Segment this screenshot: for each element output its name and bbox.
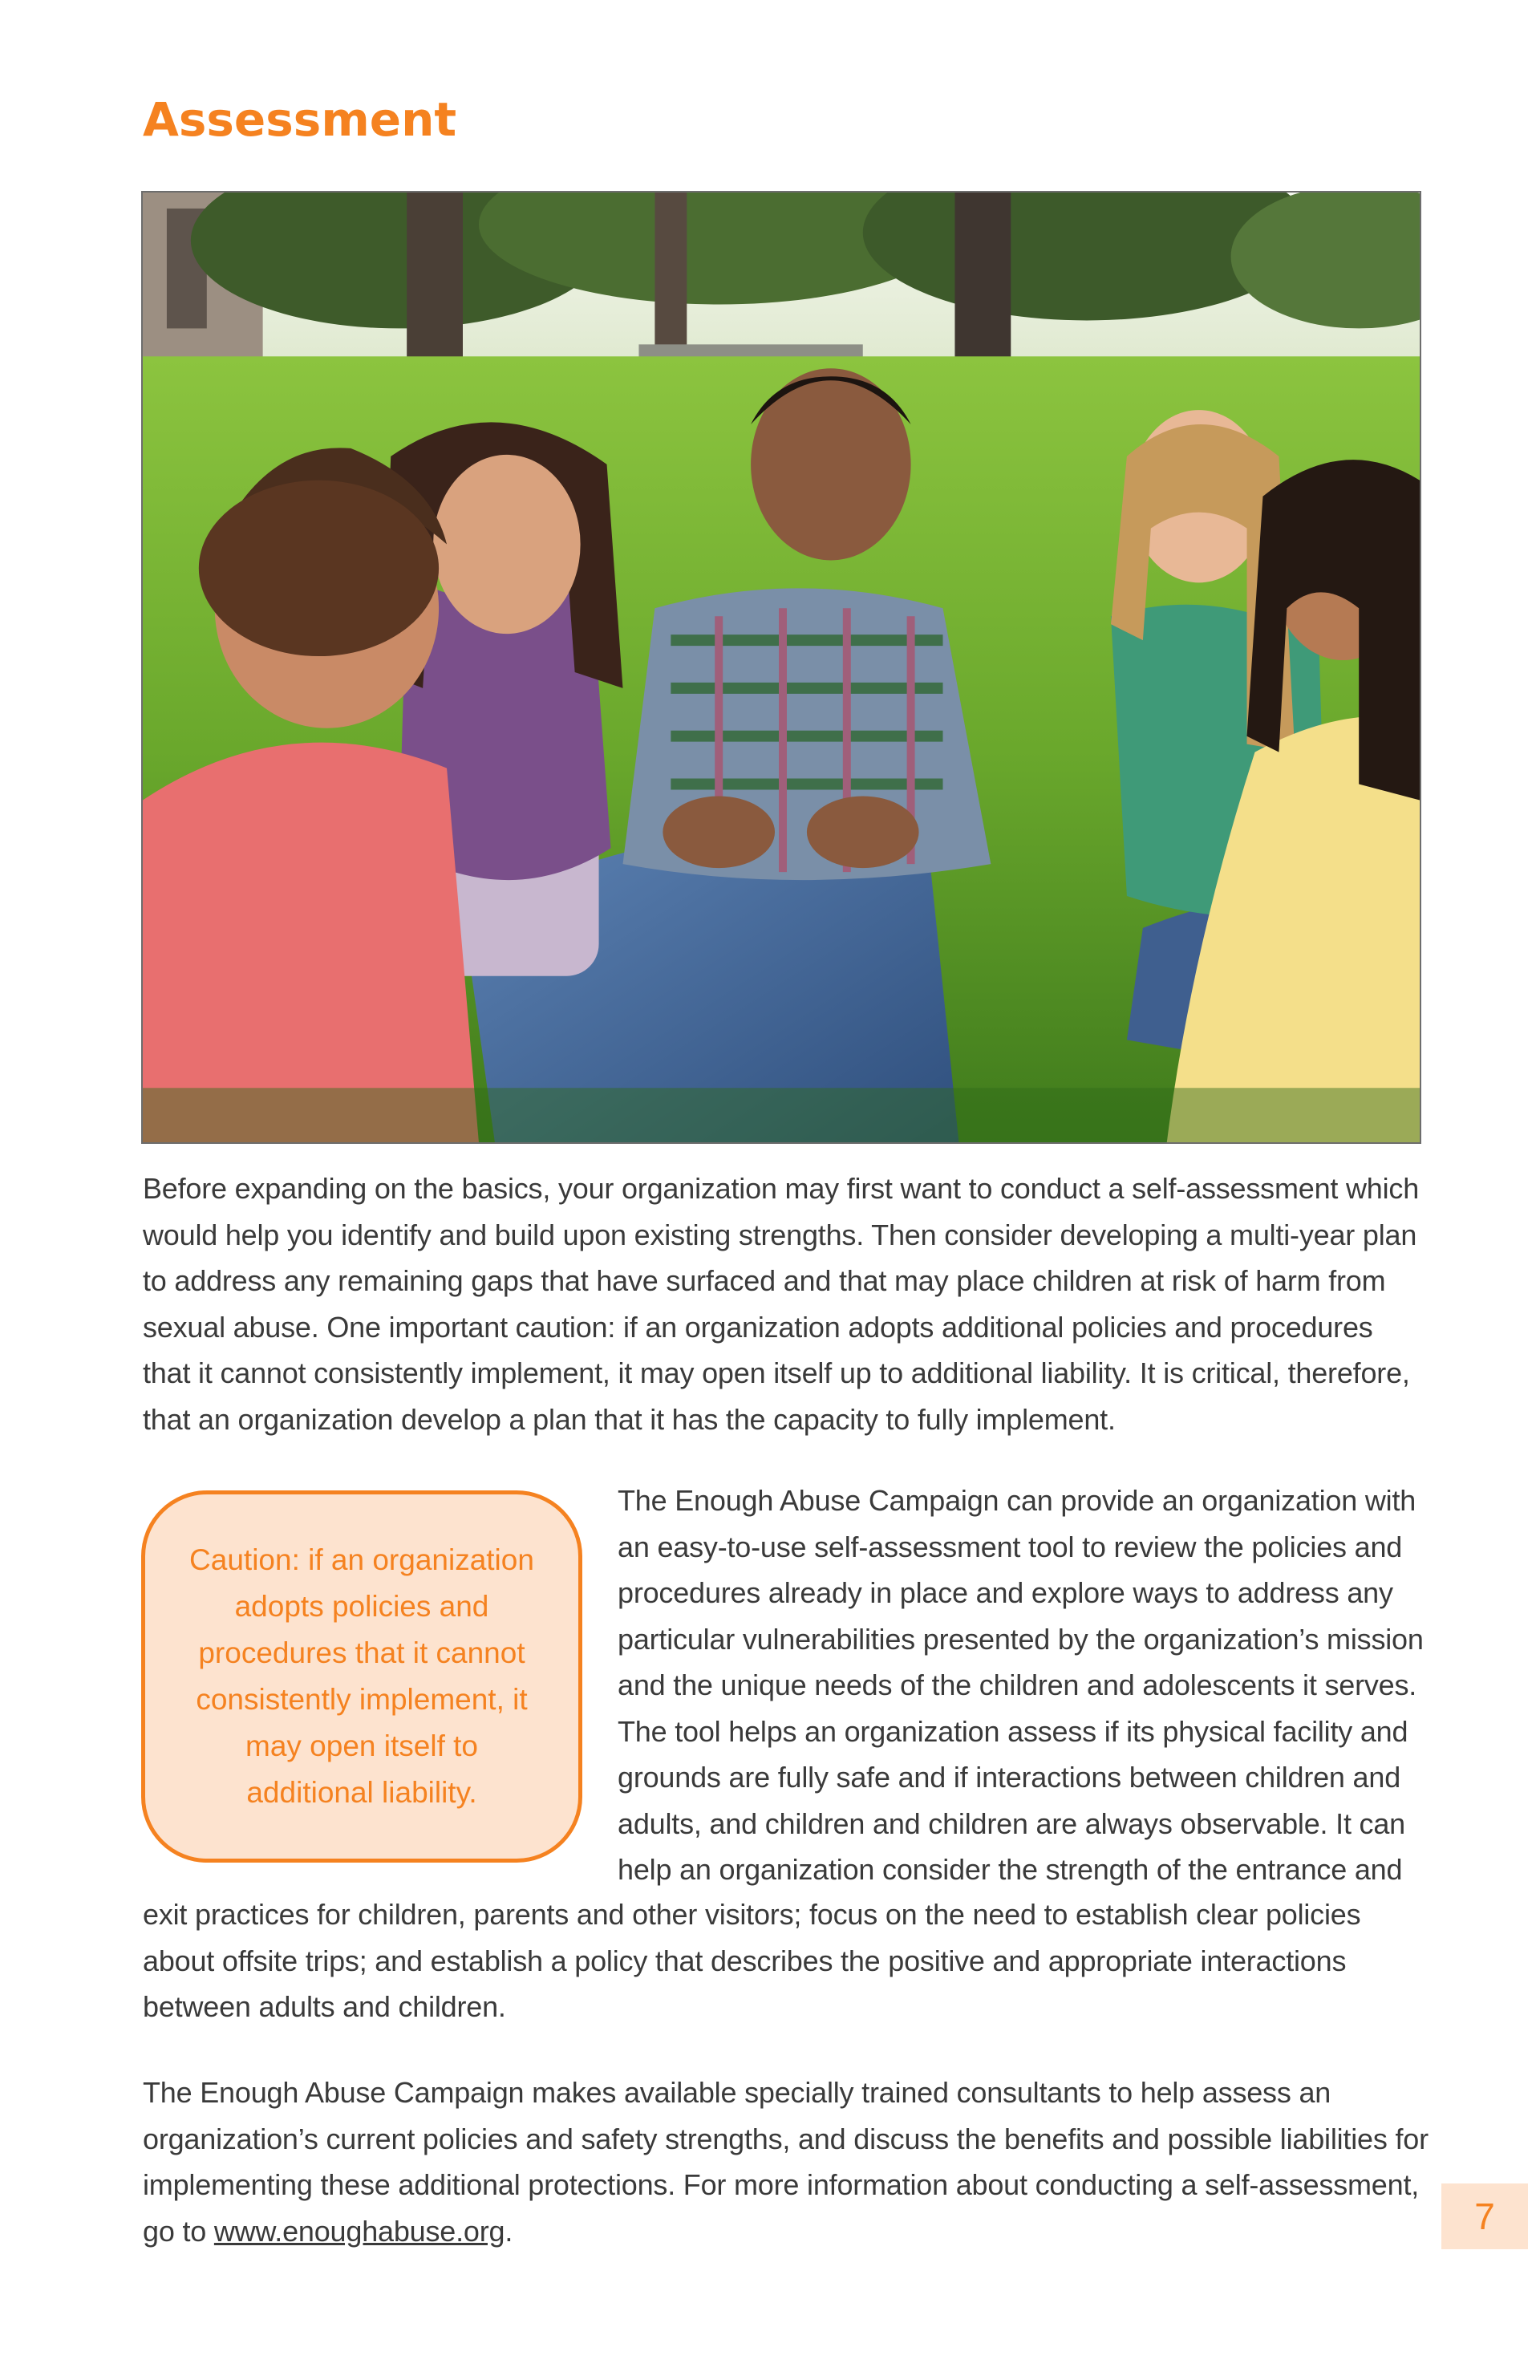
page-number: 7 xyxy=(1441,2183,1528,2249)
caution-callout-text: Caution: if an organization adopts policies and procedures that it cannot consistently implement, it may open itself to additional liability. xyxy=(189,1543,534,1809)
consultants-period: . xyxy=(505,2214,513,2248)
consultants-paragraph xyxy=(143,2070,1434,2254)
intro-paragraph: Before expanding on the basics, your organization may first want to conduct a self-assessment which would help you identify and build upon existing strengths. Then consider developing a multi-year plan to address any remaining gaps that have surfaced and that may place children at risk of harm from sexual abuse. One important caution: if an organization adopts additional policies and procedures that it cannot consistently implement, it may open itself up to additional liability. It is critical, therefore, that an organization develop a plan that it has the capacity to fully implement. xyxy=(143,1172,1420,1436)
tool-paragraph-continued: exit practices for children, parents and other visitors; focus on the need to establish clear policies about offsite trips; and establish a policy that describes the positive and appropriate interactions between adults and children. xyxy=(143,1898,1361,2023)
photo-illustration xyxy=(143,193,1420,1142)
tool-paragraph-wrapped: The Enough Abuse Campaign can provide an organization with an easy-to-use self-assessment tool to review the policies and procedures already in place and explore ways to address any particular vulnerabilities presented by the organization’s mission and the unique needs of the children and adolescents it serves. The tool helps an organization assess if its physical facility and grounds are fully safe and if interactions between children and adults, and children and children are always observable. It can help an organization consider the strength of the entrance and xyxy=(618,1484,1424,1886)
page-title: Assessment xyxy=(143,92,457,147)
caution-callout xyxy=(141,1490,582,1863)
consultants-text: The Enough Abuse Campaign makes available specially trained consultants to help assess an organization’s current policies and safety strengths, and discuss the benefits and possible liabilities for implementing these additional protections. For more information about conducting a self-assessment, go to xyxy=(143,2076,1429,2248)
photo-teens-sitting-on-grass xyxy=(141,191,1421,1144)
enoughabuse-link[interactable]: www.enoughabuse.org xyxy=(213,2214,505,2248)
